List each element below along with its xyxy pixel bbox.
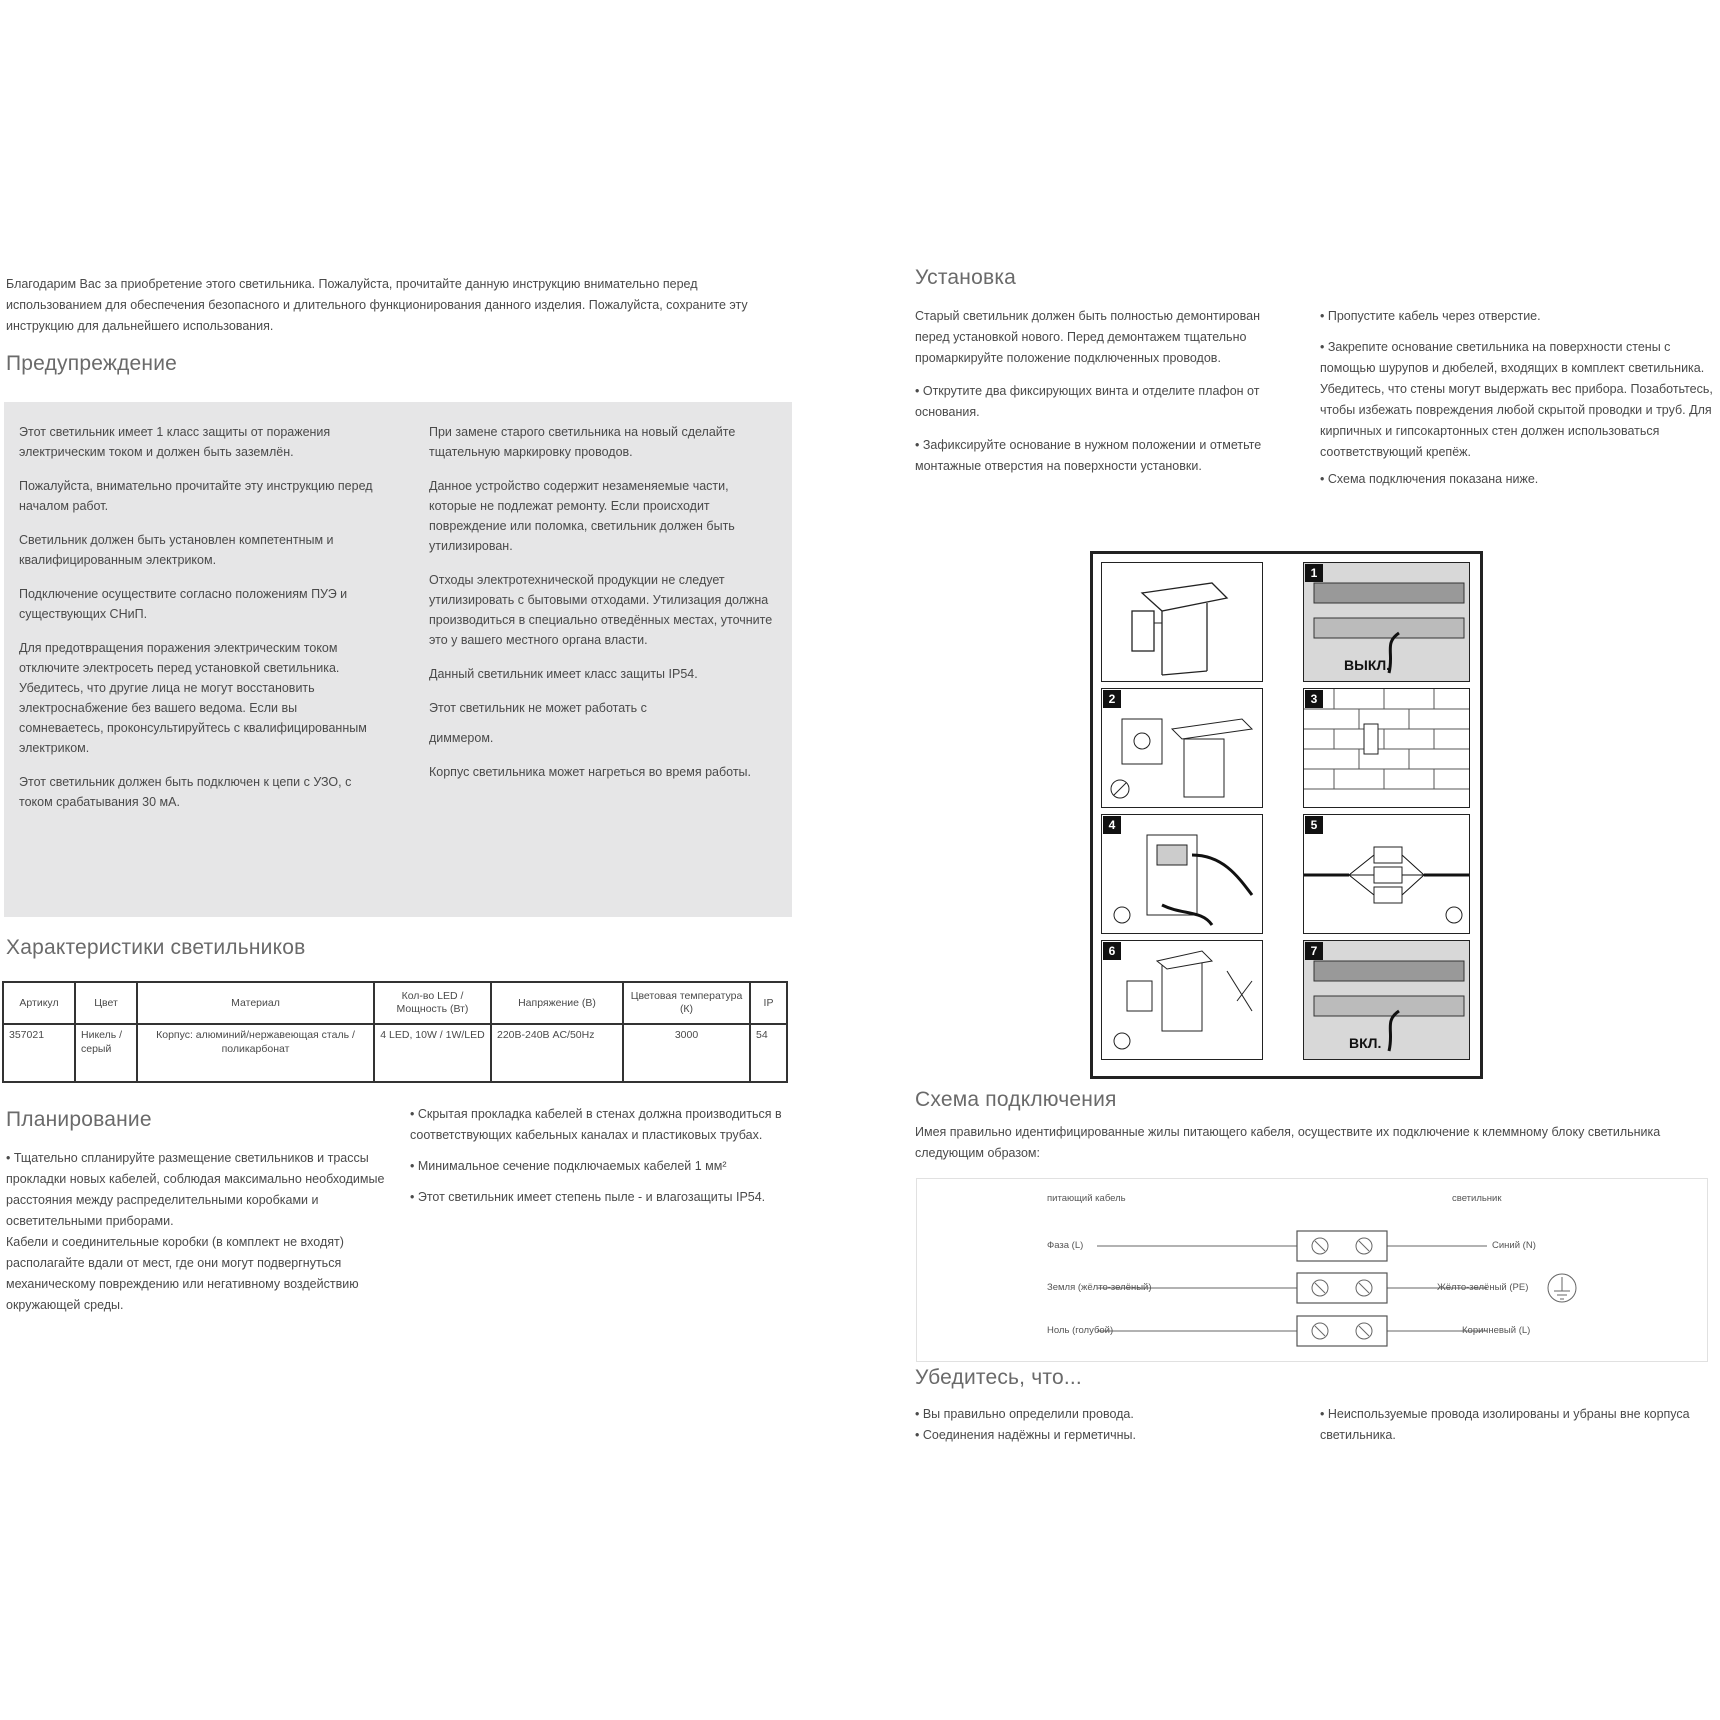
wiring-lines xyxy=(917,1179,1707,1361)
check-right-column xyxy=(1320,1404,1715,1446)
check-item: • Вы правильно определили провода. xyxy=(915,1407,1134,1421)
table-header-cell: Материал xyxy=(137,982,374,1024)
planning-item: Кабели и соединительные коробки (в комплект не входят) располагайте вдали от мест, где они могут подвергнуться механическому повреждению или негативному воздействию окружающей среды. xyxy=(6,1235,359,1312)
table-cell: 220В-240В AC/50Hz xyxy=(491,1024,623,1082)
fix-cover-icon xyxy=(1102,941,1262,1059)
warning-item: Отходы электротехнической продукции не следует утилизировать с бытовыми отходами. Утилизация должна производиться в специально отведённых местах, уточните это у вашего местного органа власти. xyxy=(429,573,773,647)
table-cell: 357021 xyxy=(3,1024,75,1082)
warning-item: При замене старого светильника на новый сделайте тщательную маркировку проводов. xyxy=(429,425,736,459)
table-header-cell: IP xyxy=(750,982,787,1024)
planning-left-column xyxy=(6,1148,398,1316)
installation-item: • Закрепите основание светильника на поверхности стены с помощью шурупов и дюбелей, входящих в комплект светильника. Убедитесь, что стены могут выдержать вес прибора. Позаботьтесь, чтобы избежать повреждения любой скрытой проводки и труб. Для кирпичных и гипсокартонных стен должен использоваться соответствующий крепёж. xyxy=(1320,340,1713,459)
wire-label-left: Фаза (L) xyxy=(1047,1240,1084,1251)
warning-item: Данный светильник имеет класс защиты IP54. xyxy=(429,667,698,681)
warning-item: Для предотвращения поражения электрическим током отключите электросеть перед установкой светильника. Убедитесь, что другие лица не могут восстановить электроснабжение без вашего ведома. Если вы сомневаетесь, проконсультируйтесь с квалифицированным электриком. xyxy=(19,641,367,755)
step-illustration-fixture xyxy=(1101,562,1263,682)
step-7-switch-on xyxy=(1303,940,1470,1060)
wire-label-left: Земля (жёлто-зелёный) xyxy=(1047,1282,1152,1293)
table-header-row xyxy=(3,982,787,1024)
warning-item: Данное устройство содержит незаменяемые части, которые не подлежат ремонту. Если происходит повреждение или поломка, светильник должен быть утилизирован. xyxy=(429,479,735,553)
step-number: 4 xyxy=(1103,816,1121,834)
wire-label-right: Жёлто-зелёный (PE) xyxy=(1437,1282,1529,1293)
check-left-column xyxy=(915,1404,1295,1446)
wiring-text: Имея правильно идентифицированные жилы питающего кабеля, осуществите их подключение к клеммному блоку светильника следующим образом: xyxy=(915,1125,1661,1160)
planning-item: • Минимальное сечение подключаемых кабелей 1 мм² xyxy=(410,1159,727,1173)
table-header-cell: Цветовая температура (К) xyxy=(623,982,750,1024)
planning-item: • Тщательно спланируйте размещение светильников и трассы прокладки новых кабелей, соблюдая максимально необходимые расстояния между распределительными коробками и осветительными приборами. xyxy=(6,1151,385,1228)
wiring-title: Схема подключения xyxy=(915,1088,1117,1111)
step-1-switch-off xyxy=(1303,562,1470,682)
step-5-illustration xyxy=(1303,814,1470,934)
step-number: 3 xyxy=(1305,690,1323,708)
warning-title: Предупреждение xyxy=(6,352,178,375)
wire-label-left: Ноль (голубой) xyxy=(1047,1325,1114,1336)
installation-left-column xyxy=(915,306,1295,477)
warning-item: Корпус светильника может нагреться во время работы. xyxy=(429,765,752,779)
planning-item: • Скрытая прокладка кабелей в стенах должна производиться в соответствующих кабельных каналах и пластиковых трубах. xyxy=(410,1107,782,1142)
planning-right-column xyxy=(410,1104,790,1208)
terminal-block-icon xyxy=(1304,815,1469,933)
specs-table xyxy=(2,981,788,1083)
check-title: Убедитесь, что... xyxy=(915,1366,1082,1389)
switch-on-label: ВКЛ. xyxy=(1349,1035,1382,1051)
step-number: 1 xyxy=(1305,564,1323,582)
installation-item: Старый светильник должен быть полностью демонтирован перед установкой нового. Перед демонтажем тщательно промаркируйте положение подключенных проводов. xyxy=(915,309,1260,365)
step-2-illustration xyxy=(1101,688,1263,808)
table-cell: Никель / серый xyxy=(75,1024,137,1082)
wire-label-right: Коричневый (L) xyxy=(1462,1325,1531,1336)
wire-label-right: Синий (N) xyxy=(1492,1240,1536,1251)
switch-off-label: ВЫКЛ. xyxy=(1344,657,1391,673)
table-row xyxy=(3,1024,787,1082)
warning-item: диммером. xyxy=(429,731,494,745)
check-item: • Неиспользуемые провода изолированы и убраны вне корпуса светильника. xyxy=(1320,1407,1690,1442)
installation-item: • Схема подключения показана ниже. xyxy=(1320,472,1539,486)
warning-item: Этот светильник должен быть подключен к цепи с УЗО, с током срабатывания 30 мА. xyxy=(19,775,352,809)
installation-right-column xyxy=(1320,306,1715,490)
step-number: 2 xyxy=(1103,690,1121,708)
check-item: • Соединения надёжны и герметичны. xyxy=(915,1428,1136,1442)
brick-wall-icon xyxy=(1304,689,1469,807)
wall-lamp-icon xyxy=(1102,563,1262,681)
step-number: 7 xyxy=(1305,942,1323,960)
screwdriver-open-icon xyxy=(1102,689,1262,807)
planning-title: Планирование xyxy=(6,1108,152,1131)
installation-steps-grid xyxy=(1090,551,1483,1079)
step-number: 6 xyxy=(1103,942,1121,960)
warning-item: Этот светильник имеет 1 класс защиты от поражения электрическим током и должен быть заземлён. xyxy=(19,425,331,459)
table-cell: Корпус: алюминий/нержавеющая сталь / поликарбонат xyxy=(137,1024,374,1082)
step-4-illustration xyxy=(1101,814,1263,934)
mounting-base-icon xyxy=(1102,815,1262,933)
wiring-diagram xyxy=(916,1178,1708,1362)
installation-title: Установка xyxy=(915,266,1017,289)
table-cell: 3000 xyxy=(623,1024,750,1082)
planning-item: • Этот светильник имеет степень пыле - и влагозащиты IP54. xyxy=(410,1190,766,1204)
supply-cable-header: питающий кабель xyxy=(1047,1193,1126,1204)
installation-item: • Открутите два фиксирующих винта и отделите плафон от основания. xyxy=(915,384,1260,419)
table-header-cell: Напряжение (В) xyxy=(491,982,623,1024)
warning-item: Подключение осуществите согласно положениям ПУЭ и существующих СНиП. xyxy=(19,587,348,621)
table-cell: 54 xyxy=(750,1024,787,1082)
warning-right-column xyxy=(429,422,779,796)
breaker-panel-icon xyxy=(1304,941,1469,1059)
step-3-illustration xyxy=(1303,688,1470,808)
table-header-cell: Кол-во LED / Мощность (Вт) xyxy=(374,982,491,1024)
warning-item: Светильник должен быть установлен компетентным и квалифицированным электриком. xyxy=(19,533,334,567)
warning-item: Этот светильник не может работать с xyxy=(429,701,647,715)
warning-left-column xyxy=(19,422,379,826)
step-number: 5 xyxy=(1305,816,1323,834)
warning-panel xyxy=(4,402,792,917)
installation-item: • Зафиксируйте основание в нужном положении и отметьте монтажные отверстия на поверхности установки. xyxy=(915,438,1262,473)
intro-text: Благодарим Вас за приобретение этого светильника. Пожалуйста, прочитайте данную инструкцию внимательно перед использованием для обеспечения безопасного и длительного функционирования данного изделия. Пожалуйста, сохраните эту инструкцию для дальнейшего использования. xyxy=(6,277,748,333)
table-header-cell: Артикул xyxy=(3,982,75,1024)
specs-title: Характеристики светильников xyxy=(6,936,306,959)
installation-item: • Пропустите кабель через отверстие. xyxy=(1320,309,1541,323)
warning-item: Пожалуйста, внимательно прочитайте эту инструкцию перед началом работ. xyxy=(19,479,373,513)
table-header-cell: Цвет xyxy=(75,982,137,1024)
luminaire-header: светильник xyxy=(1452,1193,1502,1204)
table-cell: 4 LED, 10W / 1W/LED xyxy=(374,1024,491,1082)
step-6-illustration xyxy=(1101,940,1263,1060)
